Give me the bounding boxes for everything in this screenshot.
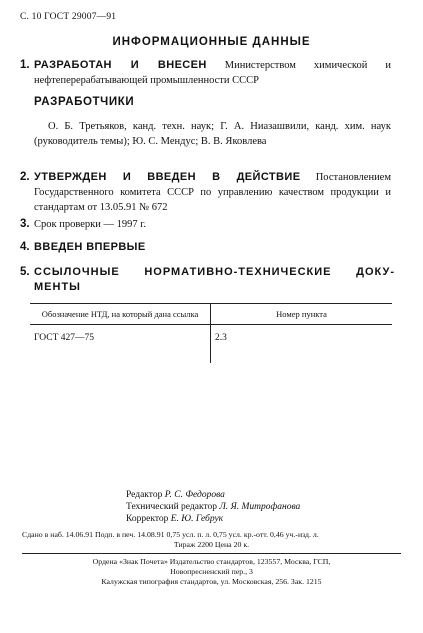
table-cell-item: 2.3: [215, 333, 227, 343]
publisher-line-3: Калужская типография стандартов, ул. Московская, 256. Зак. 1215: [101, 577, 322, 586]
section-5-line-2: МЕНТЫ: [34, 281, 81, 293]
imprint-block: [22, 530, 401, 550]
page-header: С. 10 ГОСТ 29007—91: [20, 12, 117, 22]
section-1-text: Министерством химической и нефтеперерабатывающей промышленности СССР: [34, 60, 391, 86]
section-3: [20, 217, 391, 232]
section-5-number: 5.: [20, 266, 30, 278]
section-5: [20, 265, 395, 295]
developers-text: О. Б. Третьяков, канд. техн. наук; Г. А. Ниазашвили, канд. хим. наук (руководитель темы); Ю. С. Мендус; В. В. Яковлева: [34, 121, 391, 147]
section-5-word-2: НОРМАТИВНО-ТЕХНИЧЕСКИЕ: [144, 266, 332, 278]
section-4-text: ВВЕДЕН ВПЕРВЫЕ: [34, 241, 146, 253]
imprint-line-1: Сдано в наб. 14.06.91 Подп. в печ. 14.08.91 0,75 усл. п. л. 0,75 усл. кр.-отт. 0,46 уч.-изд. л.: [22, 530, 319, 539]
section-1-number: 1.: [20, 59, 30, 71]
editors-block: [126, 489, 300, 525]
section-1-lead: РАЗРАБОТАН И ВНЕСЕН: [34, 59, 207, 71]
section-5-word-3: ДОКУ-: [356, 266, 395, 278]
section-2-number: 2.: [20, 171, 30, 183]
section-4-number: 4.: [20, 241, 30, 253]
corrector-name: Е. Ю. Гебрук: [170, 514, 224, 524]
section-3-number: 3.: [20, 218, 30, 230]
section-2: [20, 170, 391, 215]
tech-editor-name: Л. Я. Митрофанова: [219, 502, 301, 512]
tech-editor-label: Технический редактор: [126, 502, 217, 512]
table-cell-document: ГОСТ 427—75: [30, 325, 211, 364]
section-1: [20, 58, 391, 88]
page-title: ИНФОРМАЦИОННЫЕ ДАННЫЕ: [112, 36, 311, 48]
section-3-text: Срок проверки — 1997 г.: [34, 219, 146, 230]
section-1-body: [34, 58, 391, 88]
table-row: [30, 325, 392, 364]
section-2-text: Постановлением Государственного комитета СССР по управлению качеством продукции и стандартам от 13.05.91 № 672: [34, 172, 391, 213]
editor-name: Р. С. Федорова: [164, 490, 225, 500]
imprint-line-2: Тираж 2200 Цена 20 к.: [173, 540, 250, 549]
section-5-line-1: [34, 265, 395, 280]
references-table: [30, 303, 392, 363]
table-header-row: [30, 304, 392, 325]
tech-editor-line: [126, 501, 300, 513]
corrector-label: Корректор: [126, 514, 169, 524]
section-2-body: [34, 170, 391, 215]
table-header-item: Номер пункта: [211, 304, 393, 325]
section-2-lead: УТВЕРЖДЕН И ВВЕДЕН В ДЕЙСТВИЕ: [34, 171, 301, 183]
imprint-divider: [22, 553, 401, 554]
publisher-line-1: Ордена «Знак Почета» Издательство стандартов, 123557, Москва, ГСП,: [92, 557, 331, 566]
corrector-line: [126, 513, 300, 525]
editor-label: Редактор: [126, 490, 163, 500]
publisher-block: [22, 557, 401, 587]
table-header-document: Обозначение НТД, на который дана ссылка: [30, 304, 211, 325]
editor-line: [126, 489, 300, 501]
developers-heading: РАЗРАБОТЧИКИ: [34, 96, 135, 108]
section-4: [20, 240, 391, 255]
publisher-line-2: Новопресненский пер., 3: [170, 567, 253, 576]
section-5-word-1: ССЫЛОЧНЫЕ: [34, 266, 120, 278]
